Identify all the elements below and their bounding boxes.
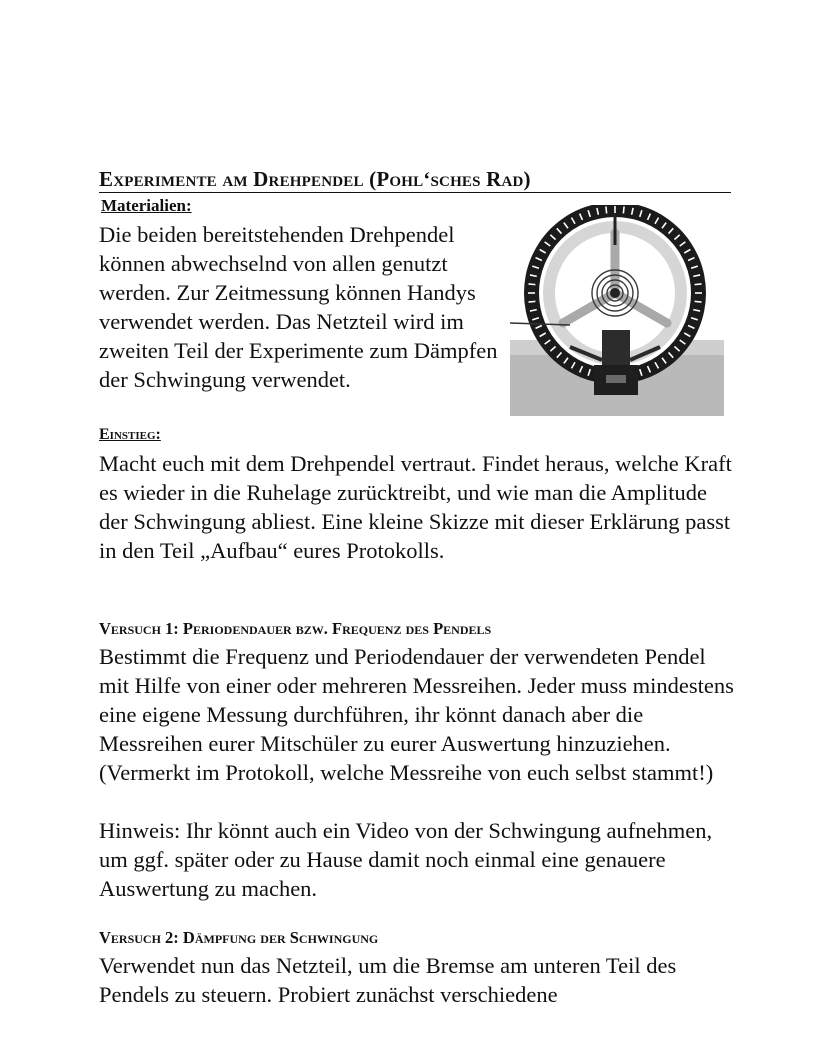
scale-tick bbox=[528, 284, 535, 285]
scale-tick bbox=[695, 284, 702, 285]
materials-text: Die beiden bereitstehenden Drehpendel können abwechselnd von allen genutzt werden. Zur Zeitmessung können Handys verwendet werden. Das Netzteil wird im zweiten Teil der Experimente zum Dämpfen der Schwingung verwendet. bbox=[99, 222, 498, 392]
versuch2-text: Verwendet nun das Netzteil, um die Bremse am unteren Teil des Pendels zu steuern. Probiert zunächst verschiedene bbox=[99, 953, 677, 1007]
scale-tick bbox=[623, 206, 624, 213]
pohl-wheel-photo bbox=[510, 205, 724, 416]
versuch1-text: Bestimmt die Frequenz und Periodendauer der verwendeten Pendel mit Hilfe von einer oder mehreren Messreihen. Jeder muss mindestens eine eigene Messung durchführen, ihr könnt danach aber die Messreihen eurer Mitschüler zu eurer Auswertung hinzuziehen. (Vermerkt im Protokoll, welche Messreihe von euch selbst stammt!) bbox=[99, 644, 734, 785]
versuch1-hint: Hinweis: Ihr könnt auch ein Video von der Schwingung aufnehmen, um ggf. später oder zu Hause damit noch einmal eine genauere Auswertung zu machen. bbox=[99, 818, 713, 901]
versuch2-heading: Versuch 2: Dämpfung der Schwingung bbox=[99, 928, 379, 947]
scale-tick bbox=[606, 206, 607, 213]
scale-tick bbox=[528, 301, 535, 302]
document-title: Experimente am Drehpendel (Pohl‘sches Rad) bbox=[99, 166, 731, 193]
einstieg-label: Einstieg: bbox=[99, 426, 161, 443]
einstieg-text: Macht euch mit dem Drehpendel vertraut. Findet heraus, welche Kraft es wieder in die Ruhelage zurücktreibt, und wie man die Amplitude der Schwingung abliest. Eine kleine Skizze mit dieser Erklärung passt in den Teil „Aufbau“ eures Protokolls. bbox=[99, 451, 732, 563]
scale-tick bbox=[695, 301, 702, 302]
versuch1-heading: Versuch 1: Periodendauer bzw. Frequenz des Pendels bbox=[99, 619, 492, 638]
materials-label: Materialien: bbox=[101, 196, 192, 215]
